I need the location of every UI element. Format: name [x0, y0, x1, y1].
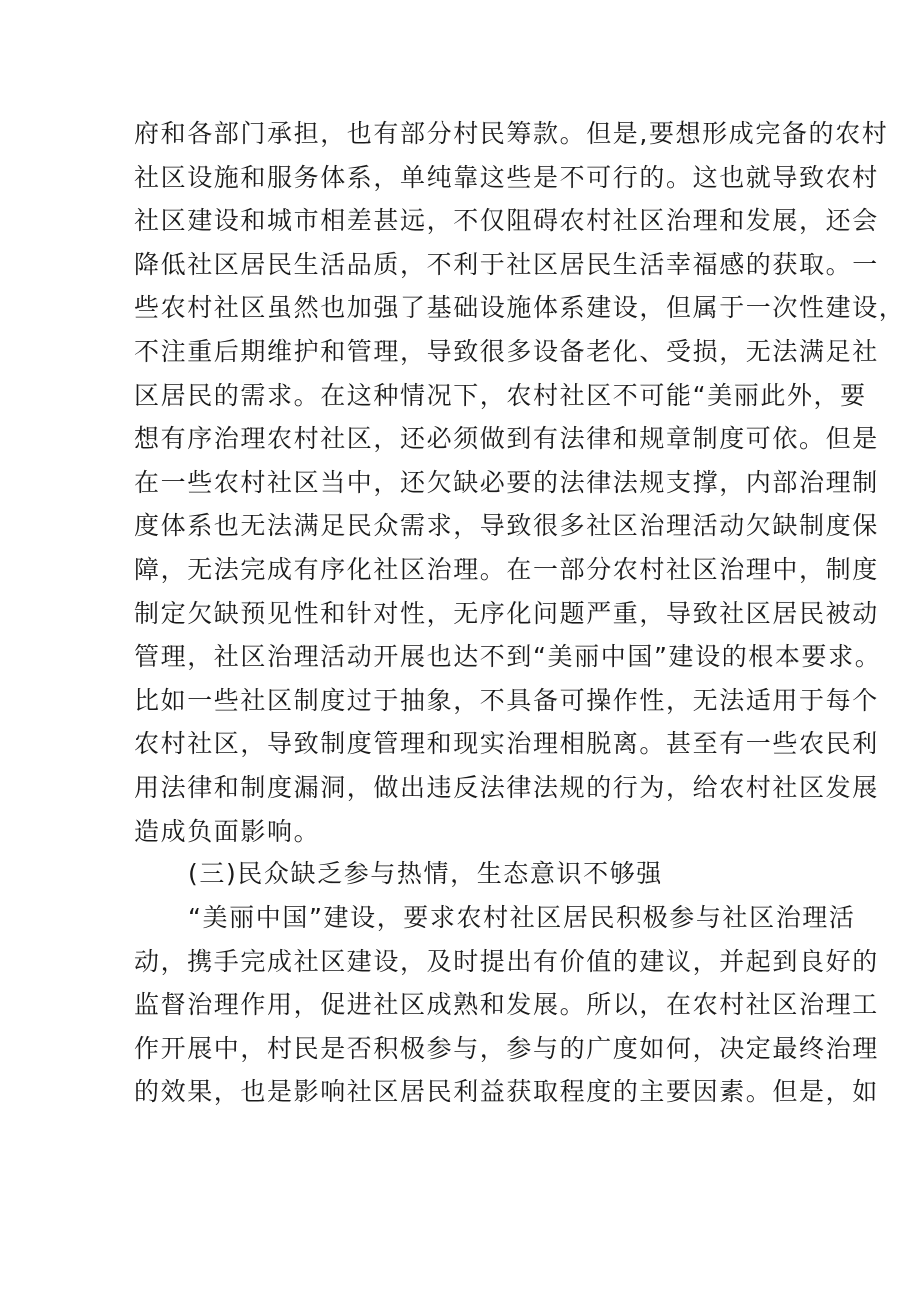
- paragraph-2: [134, 896, 879, 1114]
- section-heading-block: [134, 852, 794, 896]
- paragraph-1-line: 区居民的需求。在这种情况下，农村社区不可能“美丽此外，要: [134, 380, 867, 410]
- paragraph-2-line: 动，携手完成社区建设，及时提出有价值的建议，并起到良好的: [134, 946, 879, 976]
- paragraph-1-line: 管理，社区治理活动开展也达不到“美丽中国”建设的根本要求。: [134, 642, 882, 672]
- paragraph-2-line: 监督治理作用，促进社区成熟和发展。所以，在农村社区治理工: [134, 990, 879, 1020]
- paragraph-1-line: 不注重后期维护和管理，导致很多设备老化、受损，无法满足社: [134, 336, 879, 366]
- paragraph-1: [134, 112, 906, 853]
- paragraph-1-line: 想有序治理农村社区，还必须做到有法律和规章制度可依。但是: [134, 424, 879, 454]
- paragraph-1-line: 用法律和制度漏洞，做出违反法律法规的行为，给农村社区发展: [134, 772, 879, 802]
- paragraph-1-line: 农村社区，导致制度管理和现实治理相脱离。甚至有一些农民利: [134, 729, 879, 759]
- paragraph-1-line: 府和各部门承担，也有部分村民筹款。但是,要想形成完备的农村: [134, 119, 889, 148]
- paragraph-1-line: 造成负面影响。: [134, 816, 321, 846]
- paragraph-1-line: 在一些农村社区当中，还欠缺必要的法律法规支撑，内部治理制: [134, 467, 879, 497]
- paragraph-1-line: 降低社区居民生活品质，不利于社区居民生活幸福感的获取。一: [134, 249, 879, 279]
- paragraph-1-line: 比如一些社区制度过于抽象，不具备可操作性，无法适用于每个: [134, 685, 879, 715]
- paragraph-2-line: 作开展中，村民是否积极参与，参与的广度如何，决定最终治理: [134, 1033, 879, 1063]
- paragraph-2-line: 的效果，也是影响社区居民利益获取程度的主要因素。但是，如: [134, 1077, 879, 1107]
- paragraph-1-line: 社区设施和服务体系，单纯靠这些是不可行的。这也就导致农村: [134, 162, 879, 192]
- paragraph-1-line: 障，无法完成有序化社区治理。在一部分农村社区治理中，制度: [134, 554, 879, 584]
- section-heading: (三)民众缺乏参与热情，生态意识不够强: [188, 859, 663, 888]
- paragraph-1-line: 制定欠缺预见性和针对性，无序化问题严重，导致社区居民被动: [134, 598, 879, 628]
- paragraph-1-line: 些农村社区虽然也加强了基础设施体系建设，但属于一次性建设，: [134, 293, 906, 323]
- paragraph-1-line: 度体系也无法满足民众需求，导致很多社区治理活动欠缺制度保: [134, 511, 879, 541]
- paragraph-2-line: “美丽中国”建设，要求农村社区居民积极参与社区治理活: [188, 903, 856, 932]
- paragraph-1-line: 社区建设和城市相差甚远，不仅阻碍农村社区治理和发展，还会: [134, 206, 879, 236]
